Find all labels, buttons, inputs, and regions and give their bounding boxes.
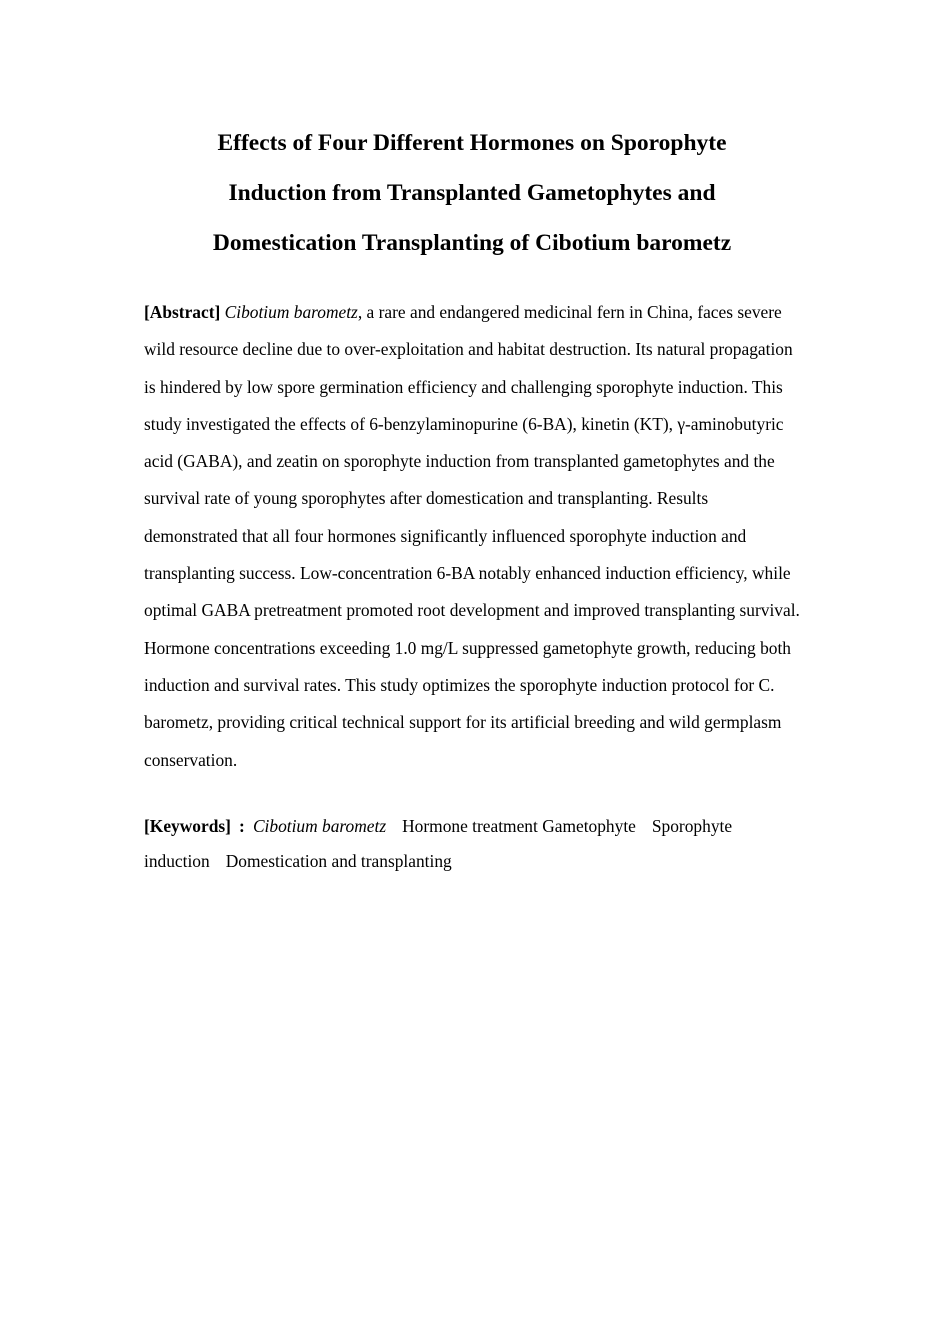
keyword-item: Gametophyte — [542, 815, 636, 836]
keyword-item: Hormone treatment — [402, 815, 538, 836]
keywords-label: [Keywords] — [144, 815, 231, 836]
abstract-text: , a rare and endangered medicinal fern in China, faces severe wild resource decline due to over-exploitation and habitat destruction. Its natural propagation is hindered by low spore germination efficiency and challenging sporophyte induction. This study investigated the effects of 6-benzylaminopurine (6-BA), kinetin (KT), γ-aminobutyric acid (GABA), and zeatin on sporophyte induction from transplanted gametophytes and the survival rate of young sporophytes after domestication and transplanting. Results demonstrated that all four hormones significantly influenced sporophyte induction and transplanting success. Low-concentration 6-BA notably enhanced induction efficiency, while optimal GABA pretreatment promoted root development and improved transplanting survival. Hormone concentrations exceeding 1.0 mg/L suppressed gametophyte growth, reducing both induction and survival rates. This study optimizes the sporophyte induction protocol for C. barometz, providing critical technical support for its artificial breeding and wild germplasm conservation. — [144, 302, 800, 770]
keyword-item: Domestication and transplanting — [225, 850, 452, 871]
title-line-2: Induction from Transplanted Gametophytes and — [228, 180, 716, 206]
keyword-item: Sporophyte induction — [144, 815, 733, 871]
paper-title — [144, 118, 800, 268]
abstract-paragraph — [144, 294, 800, 779]
keyword-item: Cibotium barometz — [252, 815, 387, 836]
paper-page — [144, 118, 800, 879]
abstract-label: [Abstract] — [144, 302, 221, 322]
keywords-paragraph — [144, 809, 800, 879]
keywords-colon: : — [239, 815, 245, 836]
title-line-3: Domestication Transplanting of Cibotium barometz — [212, 230, 732, 256]
title-line-1: Effects of Four Different Hormones on Sporophyte — [217, 130, 727, 156]
abstract-species-name: Cibotium barometz — [224, 302, 358, 322]
